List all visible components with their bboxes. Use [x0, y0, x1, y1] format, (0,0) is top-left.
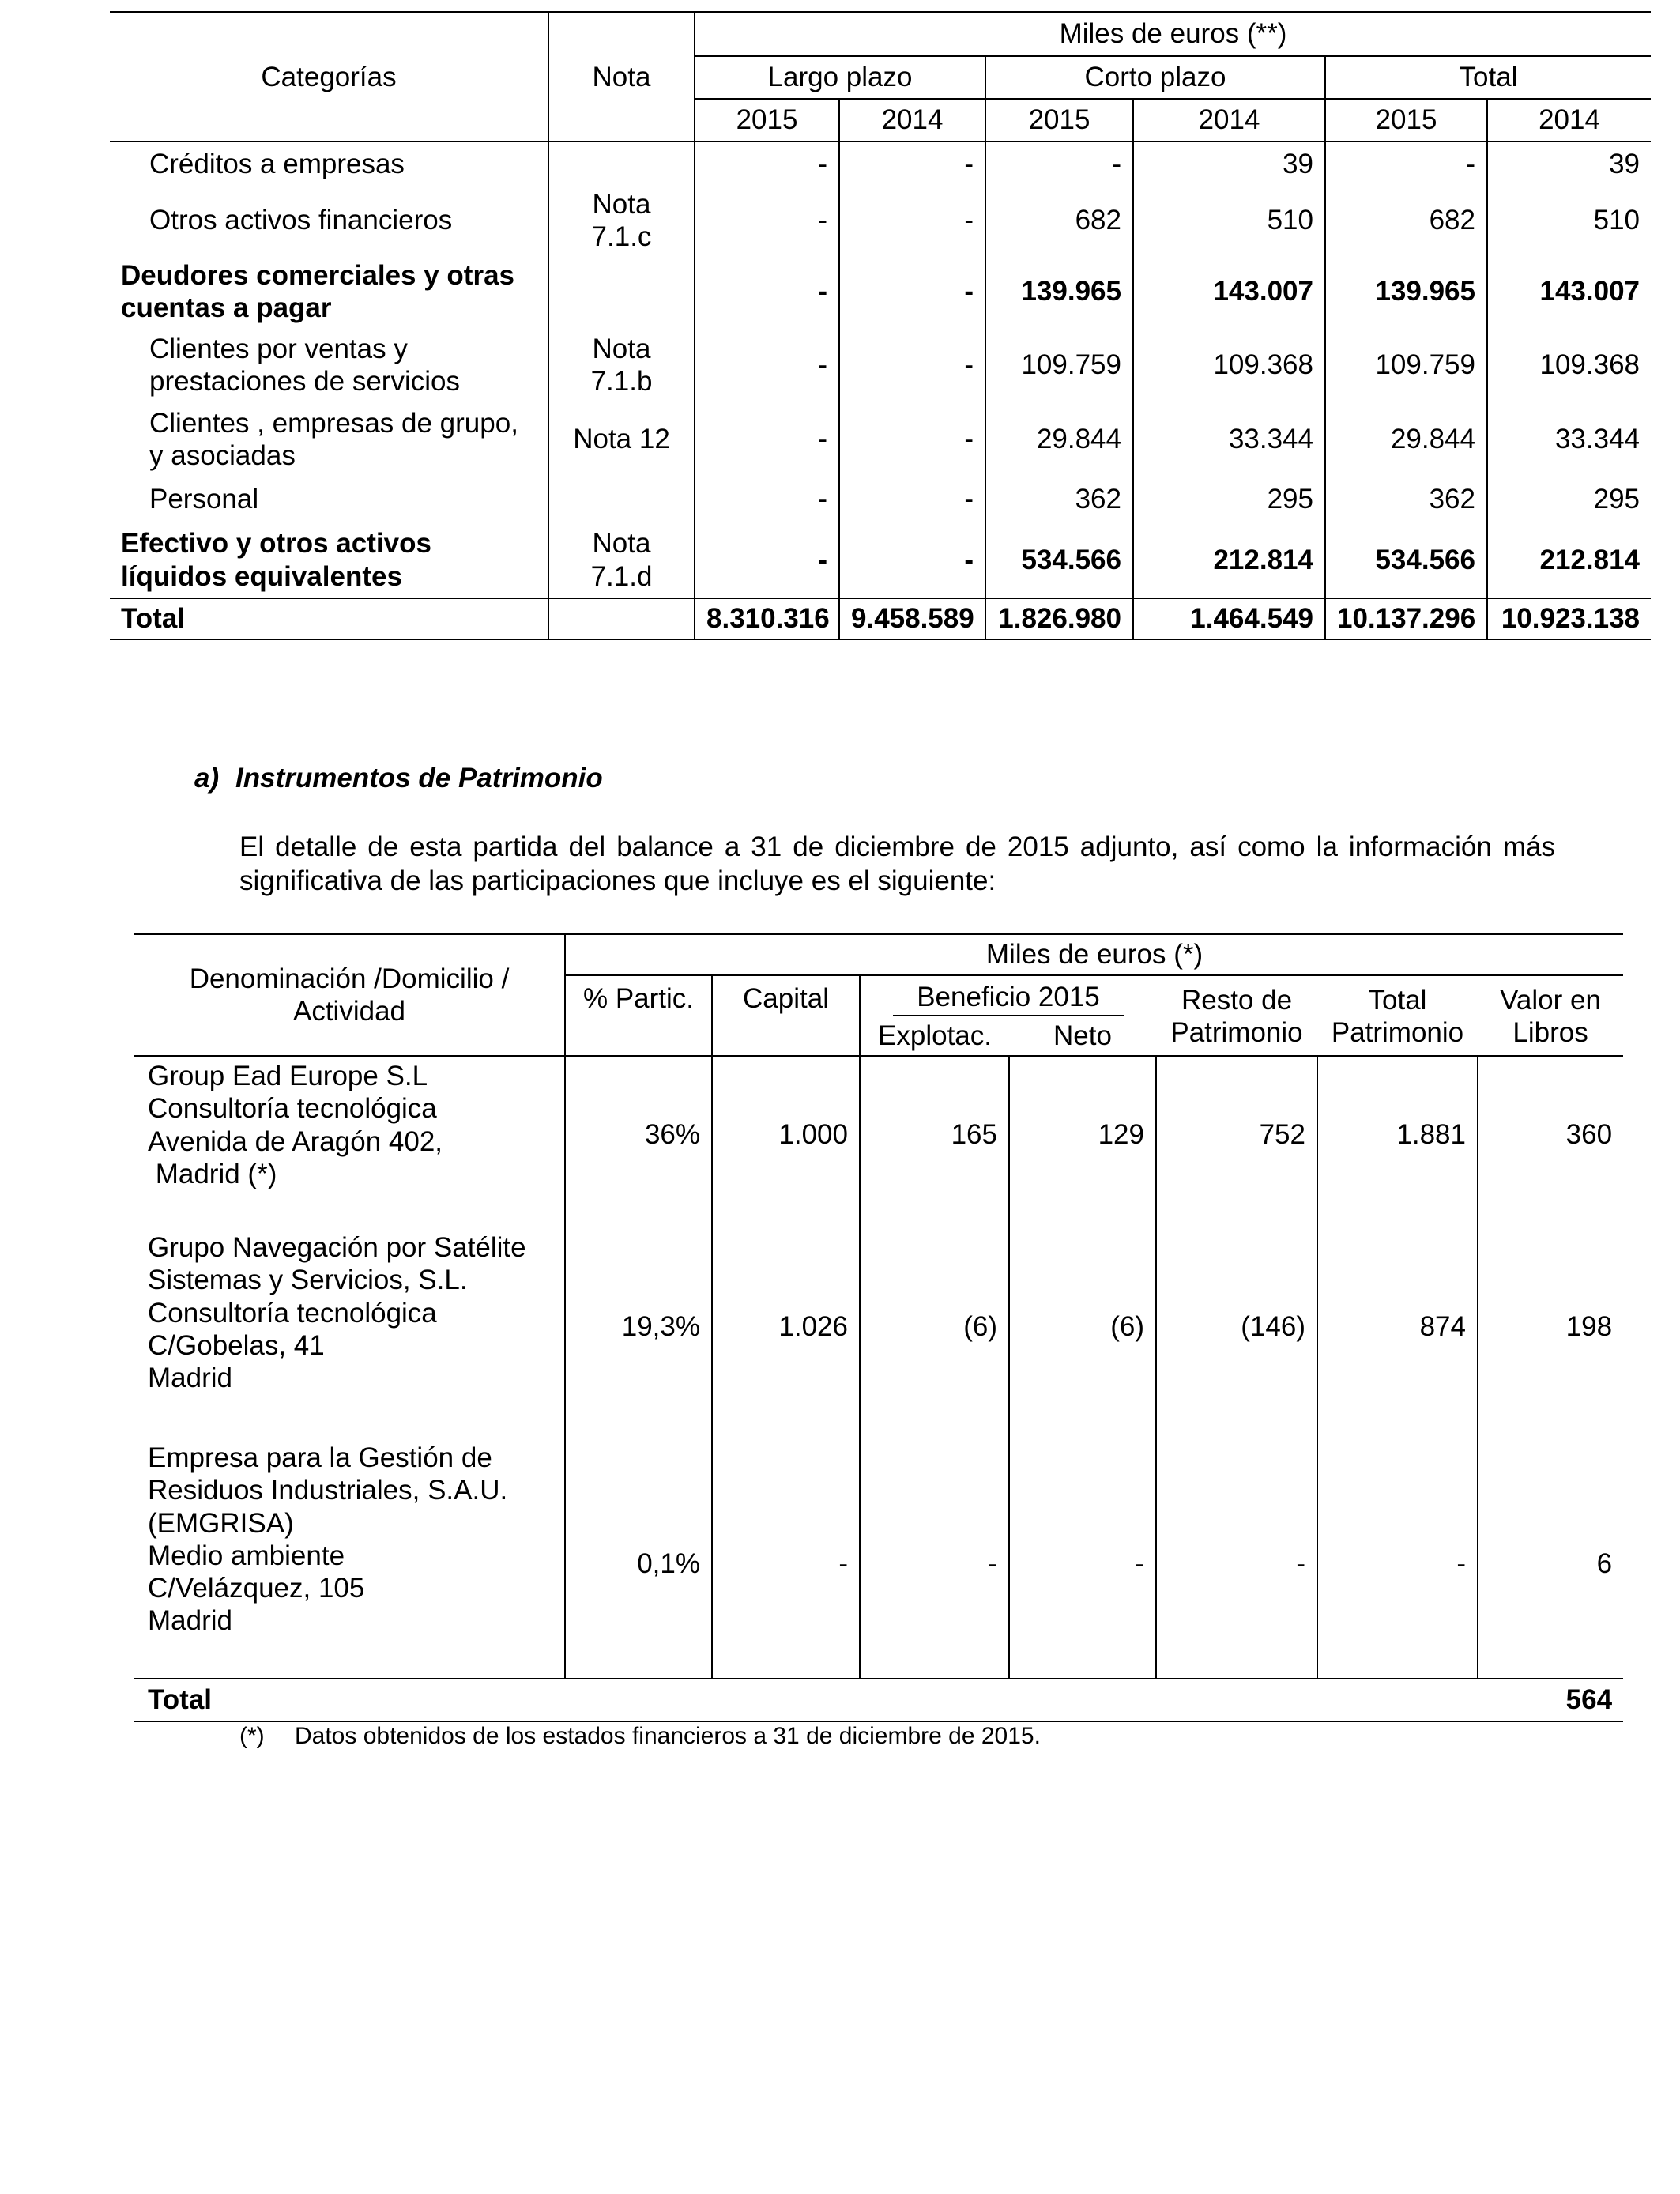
total-label: Total	[134, 1679, 565, 1721]
cell: 362	[1325, 477, 1487, 522]
cell: 29.844	[985, 402, 1133, 477]
cell: 0,1%	[565, 1442, 712, 1679]
header-partic: % Partic.	[565, 975, 712, 1056]
total-label: Total	[110, 598, 548, 639]
header-year: 2015	[985, 99, 1133, 141]
header-year: 2014	[839, 99, 985, 141]
table-row	[110, 141, 1651, 186]
entity-cell	[134, 1056, 565, 1231]
cell: 752	[1156, 1056, 1317, 1231]
cell: 1.000	[712, 1056, 860, 1231]
cell: -	[839, 522, 985, 598]
cell: 360	[1478, 1056, 1623, 1231]
cell: 109.368	[1487, 328, 1651, 402]
cell: 1.026	[712, 1231, 860, 1442]
cell: -	[839, 255, 985, 328]
header-corto-plazo: Corto plazo	[985, 56, 1325, 99]
row-label: Otros activos financieros	[110, 186, 548, 255]
footnote-text: Datos obtenidos de los estados financieros a 31 de diciembre de 2015.	[295, 1723, 1041, 1749]
header-nota-spacer	[548, 12, 695, 56]
row-label: Personal	[110, 477, 548, 522]
cell: 129	[1009, 1056, 1156, 1231]
cell: 682	[1325, 186, 1487, 255]
table-row	[110, 522, 1651, 598]
entity-line: Consultoría tecnológica	[148, 1297, 437, 1329]
cell: -	[839, 477, 985, 522]
cell: -	[695, 186, 839, 255]
section-title: Instrumentos de Patrimonio	[235, 763, 603, 794]
cell: (6)	[860, 1231, 1009, 1442]
header-categorias: Categorías	[110, 56, 548, 99]
cell: (146)	[1156, 1231, 1317, 1442]
cell: -	[985, 141, 1133, 186]
entity-line: (EMGRISA)	[148, 1507, 294, 1539]
section-paragraph: El detalle de esta partida del balance a 31 de diciembre de 2015 adjunto, así como la información más significativa de las participaciones que incluye es el siguiente:	[239, 831, 1555, 897]
total-cell: 10.137.296	[1325, 598, 1487, 639]
header-unit: Miles de euros (**)	[695, 12, 1651, 56]
cell: 198	[1478, 1231, 1623, 1442]
section-heading	[194, 763, 603, 794]
row-note: Nota 12	[548, 402, 695, 477]
cell: -	[712, 1442, 860, 1679]
cell: -	[839, 141, 985, 186]
entity-line: Avenida de Aragón 402,	[148, 1125, 443, 1157]
cell: 6	[1478, 1442, 1623, 1679]
header-year: 2015	[1325, 99, 1487, 141]
cell: 139.965	[1325, 255, 1487, 328]
total-cell: 10.923.138	[1487, 598, 1651, 639]
cell: 212.814	[1487, 522, 1651, 598]
header-capital: Capital	[712, 975, 860, 1056]
cell: 510	[1487, 186, 1651, 255]
row-note	[548, 255, 695, 328]
cell: -	[695, 255, 839, 328]
cell: 109.759	[1325, 328, 1487, 402]
cell: 36%	[565, 1056, 712, 1231]
header-beneficio-cell	[860, 975, 1156, 1016]
total-row	[110, 598, 1651, 639]
row-label: Clientes , empresas de grupo, y asociadas	[110, 402, 548, 477]
header-valor-libros: Valor en Libros	[1478, 975, 1623, 1056]
cell: -	[695, 141, 839, 186]
table-row	[110, 477, 1651, 522]
row-note	[548, 477, 695, 522]
cell: -	[1156, 1442, 1317, 1679]
cell: 19,3%	[565, 1231, 712, 1442]
cell: -	[860, 1442, 1009, 1679]
row-label: Deudores comerciales y otras cuentas a pagar	[110, 255, 548, 328]
total-row	[134, 1679, 1623, 1721]
entity-line: Residuos Industriales, S.A.U.	[148, 1475, 508, 1506]
footnote	[239, 1723, 1041, 1750]
total-cell: 1.826.980	[985, 598, 1133, 639]
entity-line: Empresa para la Gestión de	[148, 1442, 492, 1473]
total-note	[548, 598, 695, 639]
header-year: 2015	[695, 99, 839, 141]
header-nota: Nota	[548, 56, 695, 99]
total-cell: 8.310.316	[695, 598, 839, 639]
row-label: Créditos a empresas	[110, 141, 548, 186]
cell: 534.566	[1325, 522, 1487, 598]
header-blank	[548, 99, 695, 141]
cell: -	[1009, 1442, 1156, 1679]
cell: 33.344	[1487, 402, 1651, 477]
header-blank	[110, 99, 548, 141]
cell: 39	[1133, 141, 1325, 186]
header-largo-plazo: Largo plazo	[695, 56, 985, 99]
cell: -	[695, 477, 839, 522]
entity-line: Madrid (*)	[148, 1158, 277, 1189]
cell: 109.368	[1133, 328, 1325, 402]
header-year: 2014	[1133, 99, 1325, 141]
cell: -	[839, 186, 985, 255]
cell: 139.965	[985, 255, 1133, 328]
cell: -	[695, 522, 839, 598]
cell: 1.881	[1317, 1056, 1478, 1231]
total-cell: 9.458.589	[839, 598, 985, 639]
cell: 212.814	[1133, 522, 1325, 598]
entity-line: C/Velázquez, 105	[148, 1573, 365, 1604]
entity-line: Medio ambiente	[148, 1540, 345, 1571]
cell: -	[695, 328, 839, 402]
cell: 143.007	[1487, 255, 1651, 328]
total-value: 564	[1478, 1679, 1623, 1721]
cell: 295	[1487, 477, 1651, 522]
footnote-mark: (*)	[239, 1723, 265, 1749]
entity-line: Madrid	[148, 1605, 232, 1637]
row-label: Efectivo y otros activos líquidos equivalentes	[110, 522, 548, 598]
table-row	[134, 1056, 1623, 1231]
row-label: Clientes por ventas y prestaciones de servicios	[110, 328, 548, 402]
table-row	[110, 328, 1651, 402]
total-cell: 1.464.549	[1133, 598, 1325, 639]
cell: 109.759	[985, 328, 1133, 402]
cell: 143.007	[1133, 255, 1325, 328]
equity-instruments-table	[134, 933, 1623, 1722]
cell: 295	[1133, 477, 1325, 522]
entity-line: Consultoría tecnológica	[148, 1093, 437, 1125]
header-resto: Resto de Patrimonio	[1156, 975, 1317, 1056]
table-row	[110, 255, 1651, 328]
row-note: Nota 7.1.b	[548, 328, 695, 402]
entity-line: Sistemas y Servicios, S.L.	[148, 1265, 468, 1296]
row-note: Nota 7.1.c	[548, 186, 695, 255]
header-total: Total	[1325, 56, 1651, 99]
header-neto: Neto	[1009, 1016, 1156, 1056]
cell: -	[839, 402, 985, 477]
header-unit: Miles de euros (*)	[565, 934, 1623, 975]
cell: 39	[1487, 141, 1651, 186]
cell: 534.566	[985, 522, 1133, 598]
entity-cell	[134, 1231, 565, 1442]
header-denominacion: Denominación /Domicilio / Actividad	[134, 934, 565, 1056]
cell: (6)	[1009, 1231, 1156, 1442]
cell: -	[839, 328, 985, 402]
entity-line: Grupo Navegación por Satélite	[148, 1232, 526, 1263]
header-total-patrimonio: Total Patrimonio	[1317, 975, 1478, 1056]
table-row	[134, 1442, 1623, 1679]
cell: 165	[860, 1056, 1009, 1231]
entity-line: Group Ead Europe S.L	[148, 1061, 428, 1091]
row-note: Nota 7.1.d	[548, 522, 695, 598]
cell: 29.844	[1325, 402, 1487, 477]
cell: -	[1317, 1442, 1478, 1679]
cell: 874	[1317, 1231, 1478, 1442]
cell: 510	[1133, 186, 1325, 255]
header-categorias-spacer	[110, 12, 548, 56]
cell: 33.344	[1133, 402, 1325, 477]
header-year: 2014	[1487, 99, 1651, 141]
table-row	[110, 186, 1651, 255]
entity-line: C/Gobelas, 41	[148, 1329, 325, 1361]
row-note	[548, 141, 695, 186]
cell: -	[695, 402, 839, 477]
cell: 682	[985, 186, 1133, 255]
header-explotac: Explotac.	[860, 1016, 1009, 1056]
financial-assets-table	[110, 11, 1651, 640]
cell: 362	[985, 477, 1133, 522]
table-row	[110, 402, 1651, 477]
entity-cell	[134, 1442, 565, 1679]
table-row	[134, 1231, 1623, 1442]
cell: -	[1325, 141, 1487, 186]
section-letter: a)	[194, 763, 220, 794]
header-beneficio: Beneficio 2015	[893, 981, 1124, 1016]
entity-line: Madrid	[148, 1363, 232, 1394]
total-spacer	[565, 1679, 1478, 1721]
